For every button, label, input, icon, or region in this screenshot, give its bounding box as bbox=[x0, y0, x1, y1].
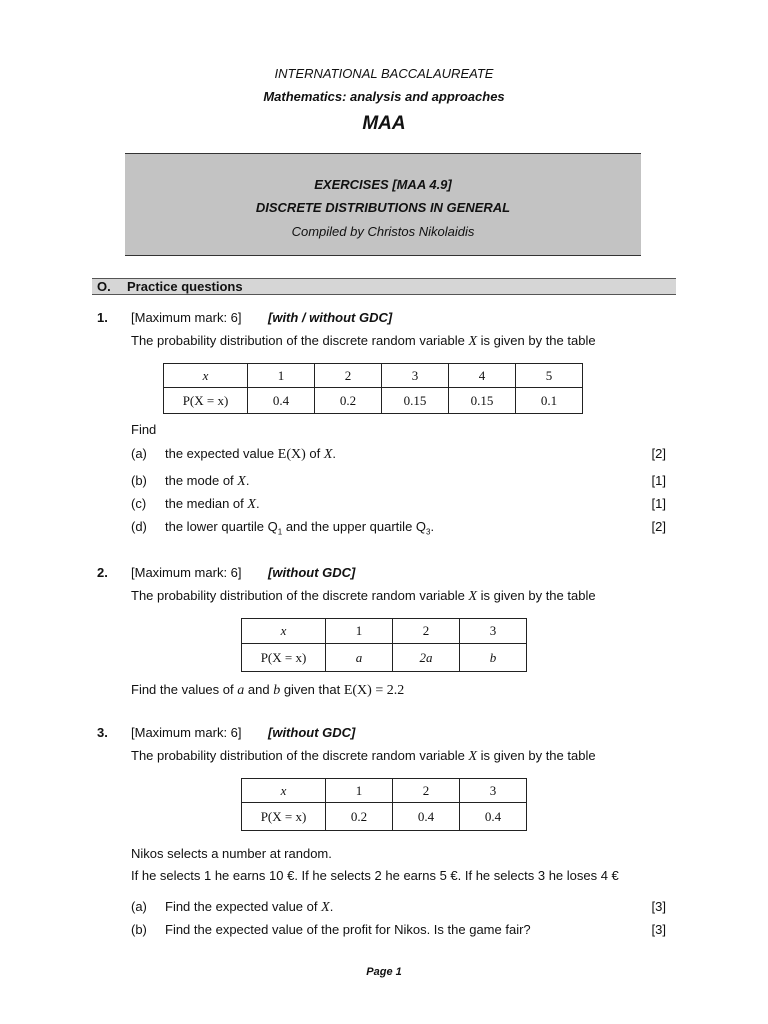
part-text-mid: and the upper quartile Q bbox=[285, 519, 427, 534]
intro-text-end: is given by the table bbox=[480, 748, 596, 763]
table-header-x: x bbox=[242, 619, 326, 644]
banner-subtitle: DISCRETE DISTRIBUTIONS IN GENERAL bbox=[255, 200, 511, 215]
expected-value-expr: E(X) bbox=[277, 447, 306, 462]
table-cell: 5 bbox=[516, 364, 583, 388]
table-cell: 3 bbox=[460, 619, 527, 644]
table-cell: 2a bbox=[393, 644, 460, 672]
course-subtitle: Mathematics: analysis and approaches bbox=[263, 89, 505, 104]
variable-x: X bbox=[323, 447, 333, 462]
table-cell: 0.1 bbox=[516, 388, 583, 414]
question-text: Nikos selects a number at random. bbox=[131, 846, 332, 861]
table-cell: 0.15 bbox=[382, 388, 449, 414]
table-cell: 2 bbox=[393, 779, 460, 803]
table-cell: b bbox=[460, 644, 527, 672]
part-text bbox=[165, 899, 333, 916]
variable-x: X bbox=[468, 749, 478, 764]
part-text-mid: of bbox=[309, 446, 321, 461]
distribution-table bbox=[163, 363, 583, 414]
quartile-subscript: 3 bbox=[426, 527, 431, 537]
part-text bbox=[165, 496, 260, 513]
part-marks: [3] bbox=[651, 922, 666, 937]
gdc-note: [without GDC] bbox=[268, 725, 356, 740]
part-text-pre: Find the expected value of bbox=[165, 899, 318, 914]
question-intro bbox=[131, 588, 596, 605]
table-cell: 3 bbox=[382, 364, 449, 388]
part-text bbox=[165, 473, 249, 490]
table-header-x: x bbox=[242, 779, 326, 803]
intro-text: The probability distribution of the discrete random variable bbox=[131, 588, 465, 603]
question-number: 1. bbox=[97, 310, 108, 325]
variable-b: b bbox=[273, 683, 281, 698]
table-header-p: P(X = x) bbox=[242, 644, 326, 672]
table-cell: 1 bbox=[326, 619, 393, 644]
variable-x: X bbox=[247, 497, 256, 512]
banner-title: EXERCISES [MAA 4.9] bbox=[314, 177, 452, 192]
banner-author: Compiled by Christos Nikolaidis bbox=[291, 224, 475, 239]
table-cell: 4 bbox=[449, 364, 516, 388]
question-number: 3. bbox=[97, 725, 108, 740]
distribution-table bbox=[241, 618, 527, 672]
question-intro bbox=[131, 333, 596, 350]
course-code: MAA bbox=[362, 113, 406, 134]
table-header-p: P(X = x) bbox=[242, 803, 326, 831]
intro-text-end: is given by the table bbox=[480, 588, 596, 603]
variable-x: X bbox=[468, 589, 478, 604]
page-number: Page 1 bbox=[366, 966, 402, 978]
intro-text: The probability distribution of the discrete random variable bbox=[131, 333, 465, 348]
table-cell: 0.4 bbox=[460, 803, 527, 831]
table-cell: 2 bbox=[393, 619, 460, 644]
variable-x: X bbox=[237, 474, 246, 489]
table-cell: 3 bbox=[460, 779, 527, 803]
find-label: Find bbox=[131, 422, 157, 437]
part-marks: [1] bbox=[651, 473, 666, 488]
part-label: (a) bbox=[131, 899, 147, 914]
table-cell: 0.2 bbox=[326, 803, 393, 831]
table-cell: 0.4 bbox=[393, 803, 460, 831]
question-mark: [Maximum mark: 6] bbox=[131, 725, 242, 740]
quartile-subscript: 1 bbox=[277, 527, 283, 537]
section-header bbox=[92, 278, 676, 295]
find-text: Find the values of bbox=[131, 682, 234, 697]
table-cell: 0.15 bbox=[449, 388, 516, 414]
table-header-p: P(X = x) bbox=[164, 388, 248, 414]
section-title: Practice questions bbox=[127, 279, 243, 294]
table-cell: 1 bbox=[326, 779, 393, 803]
question-mark: [Maximum mark: 6] bbox=[131, 310, 242, 325]
part-label: (b) bbox=[131, 473, 147, 488]
part-label: (a) bbox=[131, 446, 147, 461]
question-mark: [Maximum mark: 6] bbox=[131, 565, 242, 580]
part-text-post: . bbox=[329, 899, 334, 914]
question-number: 2. bbox=[97, 565, 108, 580]
part-label: (b) bbox=[131, 922, 147, 937]
question-find bbox=[131, 682, 404, 699]
section-code: O. bbox=[97, 279, 111, 294]
table-cell: 2 bbox=[315, 364, 382, 388]
exercise-banner bbox=[125, 153, 641, 256]
question-text: If he selects 1 he earns 10 €. If he selects 2 he earns 5 €. If he selects 3 he loses 4 € bbox=[131, 868, 619, 883]
part-text-pre: the mode of bbox=[165, 473, 234, 488]
question-intro bbox=[131, 748, 596, 765]
part-marks: [2] bbox=[651, 446, 666, 461]
table-header-x: x bbox=[164, 364, 248, 388]
part-label: (c) bbox=[131, 496, 147, 511]
part-text-post: . bbox=[430, 519, 435, 534]
part-text bbox=[165, 446, 336, 463]
part-text-pre: the expected value bbox=[165, 446, 275, 461]
table-cell: a bbox=[326, 644, 393, 672]
expected-value-expr: E(X) = 2.2 bbox=[343, 683, 405, 698]
course-title: INTERNATIONAL BACCALAUREATE bbox=[274, 66, 494, 81]
part-text: Find the expected value of the profit for Nikos. Is the game fair? bbox=[165, 922, 531, 937]
part-text-post: . bbox=[255, 496, 260, 511]
part-text bbox=[165, 519, 434, 537]
part-marks: [3] bbox=[651, 899, 666, 914]
part-text-post: . bbox=[245, 473, 250, 488]
table-cell: 1 bbox=[248, 364, 315, 388]
part-text-pre: the lower quartile Q bbox=[165, 519, 278, 534]
variable-x: X bbox=[468, 334, 478, 349]
gdc-note: [with / without GDC] bbox=[268, 310, 393, 325]
distribution-table bbox=[241, 778, 527, 831]
variable-a: a bbox=[237, 683, 245, 698]
table-cell: 0.4 bbox=[248, 388, 315, 414]
part-text-post: . bbox=[332, 446, 337, 461]
variable-x: X bbox=[321, 900, 330, 915]
part-marks: [1] bbox=[651, 496, 666, 511]
part-label: (d) bbox=[131, 519, 147, 534]
intro-text-end: is given by the table bbox=[480, 333, 596, 348]
intro-text: The probability distribution of the discrete random variable bbox=[131, 748, 465, 763]
part-marks: [2] bbox=[651, 519, 666, 534]
gdc-note: [without GDC] bbox=[268, 565, 356, 580]
find-text-and: and bbox=[247, 682, 270, 697]
table-cell: 0.2 bbox=[315, 388, 382, 414]
find-text-mid: given that bbox=[283, 682, 341, 697]
part-text-pre: the median of bbox=[165, 496, 244, 511]
